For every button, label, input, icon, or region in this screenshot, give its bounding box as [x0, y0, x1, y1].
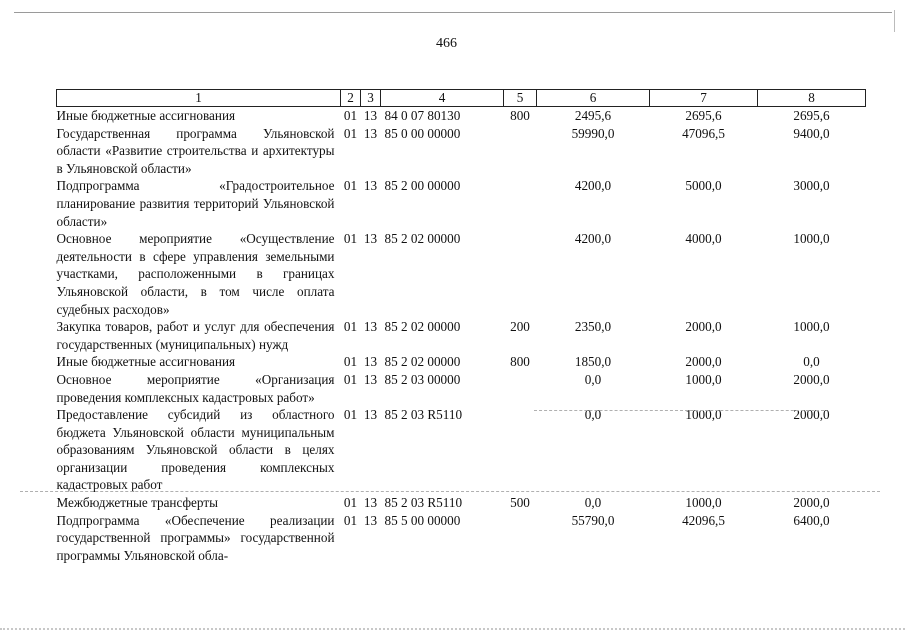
amount-col-6: 2495,6 [574, 108, 612, 123]
amount-col-8: 2000,0 [793, 371, 830, 387]
scan-side-edge [894, 10, 895, 32]
amount-col-7: 2000,0 [685, 319, 722, 335]
amount-col-8: 1000,0 [793, 319, 830, 335]
amount-col-6: 4200,0 [574, 231, 612, 247]
column-header: 5 [504, 90, 537, 107]
expense-type-code [504, 406, 537, 494]
column-header: 8 [758, 90, 866, 107]
expense-type-code [504, 230, 537, 318]
row-name: Иные бюджетные ассигнования [56, 108, 236, 123]
section-code: 01 [343, 371, 358, 387]
amount-col-8: 2000,0 [793, 407, 830, 423]
row-name: Иные бюджетные ассигнования [56, 354, 236, 370]
amount-col-8: 6400,0 [793, 512, 830, 528]
table-row [57, 177, 866, 230]
section-code: 01 [343, 319, 358, 335]
amount-col-8: 2695,6 [793, 108, 830, 123]
table-row [57, 318, 866, 353]
target-article-code: 85 0 00 00000 [384, 125, 461, 141]
expense-type-code: 200 [510, 319, 530, 335]
expense-type-code [504, 125, 537, 178]
row-name: Межбюджетные трансферты [56, 495, 218, 511]
section-code: 01 [343, 495, 358, 511]
expense-type-code: 500 [510, 495, 530, 511]
expense-type-code: 800 [510, 108, 530, 123]
target-article-code: 84 0 07 80130 [384, 108, 461, 123]
subsection-code: 13 [363, 495, 378, 511]
expense-type-code [504, 371, 537, 406]
amount-col-8: 3000,0 [793, 178, 830, 194]
table-row [57, 230, 866, 318]
subsection-code: 13 [363, 354, 378, 370]
amount-col-7: 2695,6 [685, 108, 722, 123]
amount-col-7: 2000,0 [685, 354, 722, 370]
section-code: 01 [343, 512, 358, 528]
target-article-code: 85 2 02 00000 [384, 231, 461, 247]
target-article-code: 85 2 02 00000 [384, 319, 461, 335]
subsection-code: 13 [363, 108, 378, 123]
target-article-code: 85 2 02 00000 [384, 354, 461, 370]
table-row [57, 371, 866, 406]
expense-type-code [504, 512, 537, 565]
subsection-code: 13 [363, 125, 378, 141]
section-code: 01 [343, 354, 358, 370]
section-code: 01 [343, 125, 358, 141]
table-row [57, 406, 866, 494]
amount-col-7: 4000,0 [685, 231, 722, 247]
amount-col-8: 0,0 [803, 354, 820, 370]
section-code: 01 [343, 231, 358, 247]
amount-col-8: 2000,0 [793, 495, 830, 511]
column-header: 3 [361, 90, 381, 107]
subsection-code: 13 [363, 512, 378, 528]
amount-col-8: 1000,0 [793, 231, 830, 247]
amount-col-7: 1000,0 [685, 495, 722, 511]
amount-col-8: 9400,0 [793, 125, 830, 141]
amount-col-6: 0,0 [584, 407, 602, 423]
amount-col-6: 2350,0 [574, 319, 612, 335]
amount-col-7: 47096,5 [682, 125, 725, 141]
table-header-row [57, 90, 866, 107]
amount-col-6: 59990,0 [571, 125, 615, 141]
row-name: Государственная программа Ульяновской области «Развитие строительства и архитектуры в Ульяновской области» [56, 125, 335, 176]
column-header: 1 [57, 90, 341, 107]
row-name: Основное мероприятие «Осуществление деятельности в сфере управления земельными участками, расположенными в границах Ульяновской области, в том числе оплата судебных расходов» [56, 231, 335, 317]
subsection-code: 13 [363, 407, 378, 423]
section-code: 01 [343, 178, 358, 194]
target-article-code: 85 2 03 R5110 [384, 495, 463, 511]
amount-col-6: 55790,0 [571, 512, 615, 528]
budget-table [56, 89, 866, 564]
amount-col-6: 4200,0 [574, 178, 612, 194]
scan-artifact [534, 410, 824, 411]
column-header: 4 [381, 90, 504, 107]
section-code: 01 [343, 407, 358, 423]
expense-type-code: 800 [510, 354, 530, 370]
target-article-code: 85 2 03 R5110 [384, 407, 463, 423]
table-row [57, 494, 866, 512]
scan-artifact [20, 491, 880, 492]
page-number: 466 [436, 36, 457, 51]
subsection-code: 13 [363, 371, 378, 387]
row-name: Основное мероприятие «Организация проведения комплексных кадастровых работ» [56, 371, 335, 405]
amount-col-6: 1850,0 [574, 354, 612, 370]
target-article-code: 85 2 00 00000 [384, 178, 461, 194]
subsection-code: 13 [363, 231, 378, 247]
amount-col-7: 1000,0 [685, 407, 722, 423]
table-row [57, 512, 866, 565]
column-header: 6 [537, 90, 650, 107]
row-name: Предоставление субсидий из областного бюджета Ульяновской области муниципальным образованиям Ульяновской области в целях организации проведения комплексных кадастровых работ [56, 407, 335, 493]
column-header: 7 [650, 90, 758, 107]
amount-col-6: 0,0 [584, 495, 602, 511]
row-name: Закупка товаров, работ и услуг для обеспечения государственных (муниципальных) нужд [56, 319, 335, 352]
table-row [57, 125, 866, 178]
amount-col-7: 1000,0 [685, 371, 722, 387]
row-name: Подпрограмма «Градостроительное планирование развития территорий Ульяновской области» [56, 178, 335, 229]
scan-top-edge [14, 12, 892, 13]
scan-bottom-edge [0, 628, 905, 630]
subsection-code: 13 [363, 178, 378, 194]
target-article-code: 85 2 03 00000 [384, 371, 461, 387]
expense-type-code [504, 177, 537, 230]
amount-col-6: 0,0 [584, 371, 602, 387]
amount-col-7: 5000,0 [685, 178, 722, 194]
table-row [57, 353, 866, 371]
table-row [57, 107, 866, 125]
section-code: 01 [343, 108, 358, 123]
amount-col-7: 42096,5 [682, 512, 725, 528]
row-name: Подпрограмма «Обеспечение реализации государственной программы» государственной программы Ульяновской обла- [56, 512, 335, 563]
column-header: 2 [341, 90, 361, 107]
target-article-code: 85 5 00 00000 [384, 512, 461, 528]
subsection-code: 13 [363, 319, 378, 335]
